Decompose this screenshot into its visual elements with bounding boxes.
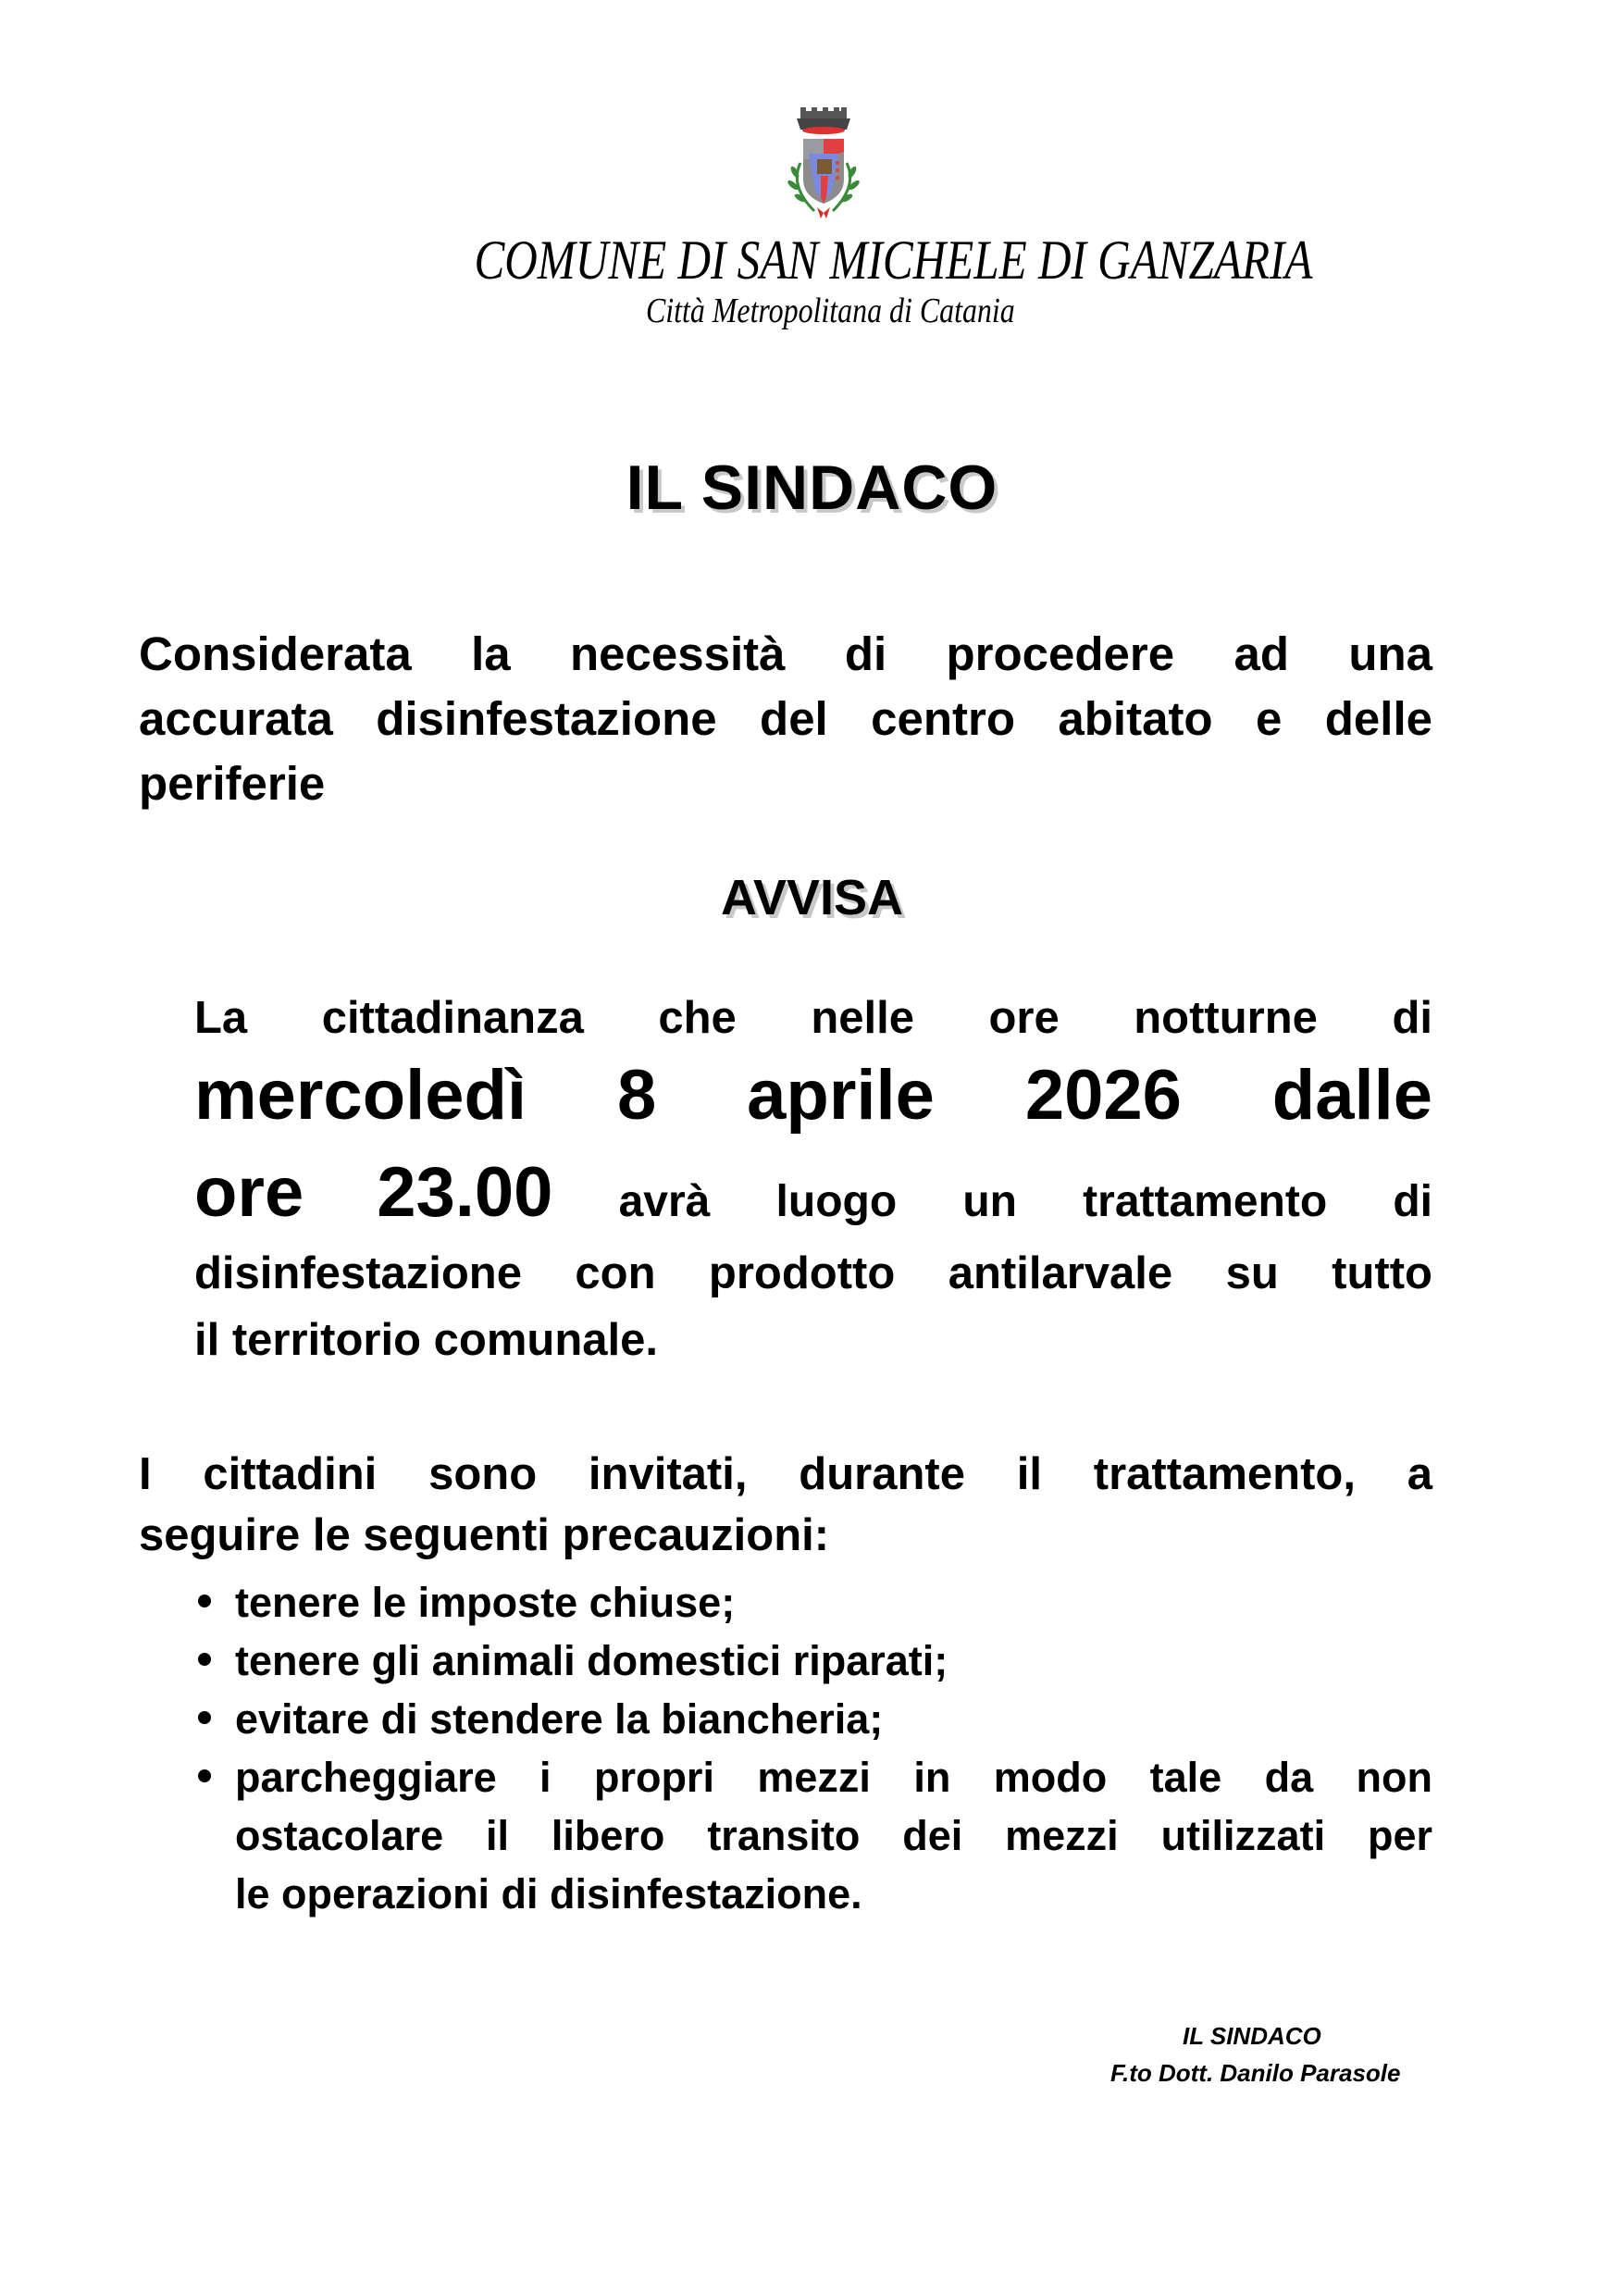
intro-line: accurata disinfestazione del centro abitato e delle xyxy=(139,692,1432,745)
municipality-name-text: COMUNE DI SAN MICHELE DI GANZARIA xyxy=(474,230,1313,291)
precautions-line: I cittadini sono invitati, durante il trattamento, a xyxy=(139,1449,1432,1499)
precautions-line: seguire le seguenti precauzioni: xyxy=(139,1510,830,1560)
municipality-name xyxy=(382,230,1382,291)
bullet-icon xyxy=(198,1653,211,1666)
precaution-text: le operazioni di disinfestazione. xyxy=(235,1870,862,1917)
notice-line: il territorio comunale. xyxy=(194,1315,658,1365)
coat-of-arms-icon xyxy=(773,107,874,228)
precaution-text: tenere gli animali domestici riparati; xyxy=(235,1637,948,1684)
bullet-icon xyxy=(198,1711,211,1724)
notice-time-line xyxy=(194,1146,1432,1240)
province-name xyxy=(555,291,1106,331)
precaution-item xyxy=(194,1748,1432,1923)
notice-time: ore 23.00 xyxy=(194,1153,553,1232)
precaution-item xyxy=(194,1632,1432,1690)
precaution-text: evitare di stendere la biancheria; xyxy=(235,1695,884,1743)
province-name-text: Città Metropolitana di Catania xyxy=(646,292,1015,330)
bullet-icon xyxy=(198,1595,211,1607)
precautions-list xyxy=(194,1573,1432,1923)
precaution-text: tenere le imposte chiuse; xyxy=(235,1579,736,1626)
notice-line-rest: avrà luogo un trattamento di xyxy=(618,1177,1433,1226)
notice-line: La cittadinanza che nelle ore notturne di xyxy=(194,993,1432,1043)
intro-line: periferie xyxy=(139,757,326,810)
bullet-icon xyxy=(198,1769,211,1782)
page-title: IL SINDACO xyxy=(626,453,998,523)
precaution-item xyxy=(194,1690,1432,1748)
intro-paragraph xyxy=(139,622,1432,816)
municipal-crest xyxy=(773,107,874,228)
signature-name: F.to Dott. Danilo Parasole xyxy=(1110,2059,1401,2087)
signature-block xyxy=(1092,2017,1499,2091)
precaution-text: parcheggiare i propri mezzi in modo tale da non xyxy=(235,1754,1432,1801)
notice-paragraph xyxy=(194,990,1432,1373)
precaution-text: ostacolare il libero transito dei mezzi utilizzati per xyxy=(235,1812,1432,1859)
intro-line: Considerata la necessità di procedere ad una xyxy=(139,627,1432,680)
precautions-paragraph xyxy=(139,1444,1432,1566)
notice-date-line: mercoledì 8 aprile 2026 dalle xyxy=(194,1056,1432,1135)
precaution-item xyxy=(194,1573,1432,1632)
avvisa-heading: AVVISA xyxy=(720,870,904,925)
signature-title: IL SINDACO xyxy=(1183,2022,1321,2050)
notice-line: disinfestazione con prodotto antilarvale su tutto xyxy=(194,1248,1432,1298)
